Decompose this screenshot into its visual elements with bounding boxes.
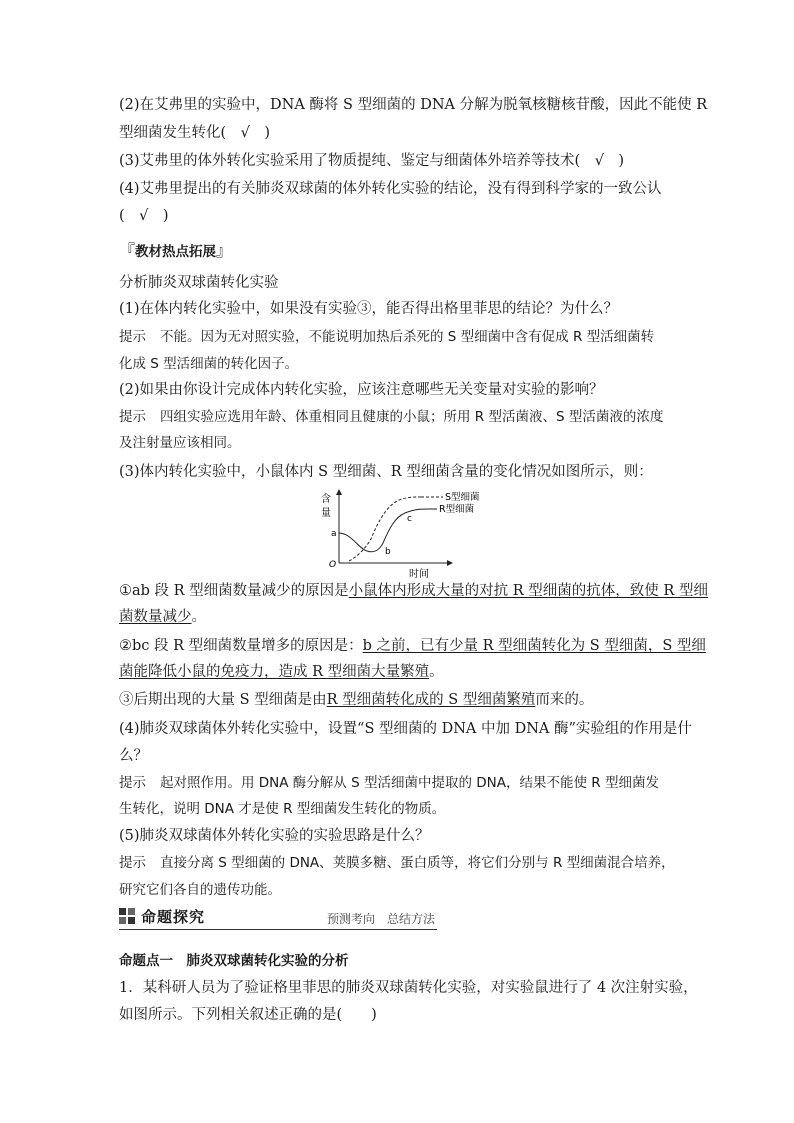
answer-1-text-1: 不能。因为无对照实验，不能说明加热后杀死的 S 型细菌中含有促成 R 型活细菌转 (160, 329, 655, 345)
bacteria-content-figure (309, 487, 609, 579)
finding-2-answer-1: b 之前，已有少量 R 型细菌转化为 S 型细菌，S 型细 (362, 638, 706, 654)
hint-label: 提示 (119, 329, 146, 345)
finding-2-answer-2: 菌能降低小鼠的免疫力，造成 R 型细菌大量繁殖 (119, 664, 430, 680)
question-4-line-1: (4)肺炎双球菌体外转化实验中，设置“S 型细菌的 DNA 中加 DNA 酶”实验组的作用是什 (119, 721, 692, 737)
statement-2-line-2: 型细菌发生转化( √ ) (119, 125, 271, 141)
x-axis-label: 时间 (409, 569, 429, 579)
problem-1-line-1: 1．某科研人员为了验证格里菲思的肺炎双球菌转化实验，对实验鼠进行了 4 次注射实验， (119, 980, 698, 996)
answer-1-line-1 (119, 327, 654, 347)
hint-label: 提示 (119, 409, 146, 425)
statement-4-line-1: (4)艾弗里提出的有关肺炎双球菌的体外转化实验的结论，没有得到科学家的一致公认 (119, 181, 662, 197)
finding-3-prefix: ③后期出现的大量 S 型细菌是由 (119, 692, 327, 708)
answer-2-line-1 (119, 407, 663, 427)
expand-section-title (119, 241, 232, 262)
answer-4-line-2: 生转化，说明 DNA 才是使 R 型细菌发生转化的物质。 (119, 801, 446, 817)
statement-3: (3)艾弗里的体外转化实验采用了物质提纯、鉴定与细菌体外培养等技术( √ ) (119, 153, 625, 169)
question-4-line-2: 么？ (119, 748, 148, 764)
finding-3-answer: R 型细菌转化成的 S 型细菌繁殖 (326, 692, 536, 708)
y-axis-label-1: 含 (321, 494, 331, 505)
problem-heading: 命题点一 肺炎双球菌转化实验的分析 (119, 953, 349, 969)
y-axis-label-2: 量 (321, 508, 331, 519)
y-axis-arrow (336, 489, 342, 495)
point-c-label: c (407, 514, 412, 524)
section-header (119, 905, 437, 930)
question-3: (3)体内转化实验中，小鼠体内 S 型细菌、R 型细菌含量的变化情况如图所示，则： (119, 464, 653, 480)
expand-subtitle: 分析肺炎双球菌转化实验 (119, 275, 279, 291)
finding-1-line-2 (119, 607, 206, 627)
finding-1-prefix: ①ab 段 R 型细菌数量减少的原因是 (119, 583, 349, 599)
legend-s-label: S型细菌 (445, 492, 480, 503)
left-bracket: 『 (119, 241, 136, 260)
finding-2-line-2 (119, 662, 444, 682)
finding-1-line-1 (119, 581, 708, 601)
finding-2-prefix: ②bc 段 R 型细菌数量增多的原因是： (119, 638, 363, 654)
r-bacteria-curve (339, 509, 429, 552)
expand-title-text: 教材热点拓展 (135, 244, 217, 260)
statement-2-line-1: (2)在艾弗里的实验中，DNA 酶将 S 型细菌的 DNA 分解为脱氧核糖核苷酸，因此不能使 R (119, 97, 708, 113)
answer-4-line-1 (119, 773, 659, 793)
origin-label: O (329, 560, 337, 570)
section-subtitle: 预测考向 总结方法 (327, 912, 436, 926)
answer-5-line-2: 研究它们各自的遗传功能。 (119, 882, 281, 898)
finding-1-end: 。 (191, 609, 206, 625)
finding-1-answer-1: 小鼠体内形成大量的对抗 R 型细菌的抗体，致使 R 型细 (348, 583, 708, 599)
legend-r-label: R型细菌 (439, 504, 475, 515)
finding-3-end: 而来的。 (535, 692, 594, 708)
x-axis-arrow (447, 560, 453, 566)
section-title: 命题探究 (141, 908, 206, 926)
question-1: (1)在体内转化实验中，如果没有实验③，能否得出格里菲思的结论？为什么？ (119, 301, 619, 317)
section-block-icon (119, 908, 135, 924)
finding-1-answer-2: 菌数量减少 (119, 609, 192, 625)
statement-4-line-2: ( √ ) (119, 208, 169, 224)
answer-5-text-1: 直接分离 S 型细菌的 DNA、荚膜多糖、蛋白质等，将它们分别与 R 型细菌混合培养， (160, 855, 675, 871)
answer-2-line-2: 及注射量应该相同。 (119, 435, 241, 451)
answer-1-line-2: 化成 S 型活细菌的转化因子。 (119, 356, 299, 372)
point-b-label: b (385, 547, 391, 557)
right-bracket: 』 (216, 241, 233, 260)
answer-4-text-1: 起对照作用。用 DNA 酶分解从 S 型活细菌中提取的 DNA，结果不能使 R 型细菌发 (160, 775, 659, 791)
point-a-label: a (331, 529, 337, 539)
hint-label: 提示 (119, 775, 146, 791)
finding-3 (119, 690, 593, 710)
question-5: (5)肺炎双球菌体外转化实验的实验思路是什么？ (119, 828, 430, 844)
question-2: (2)如果由你设计完成体内转化实验，应该注意哪些无关变量对实验的影响？ (119, 382, 604, 398)
hint-label: 提示 (119, 855, 146, 871)
finding-2-line-1 (119, 636, 706, 656)
finding-2-end: 。 (429, 664, 444, 680)
answer-2-text-1: 四组实验应选用年龄、体重相同且健康的小鼠；所用 R 型活菌液、S 型活菌液的浓度 (160, 409, 664, 425)
answer-5-line-1 (119, 853, 675, 873)
problem-1-line-2: 如图所示。下列相关叙述正确的是( ) (119, 1007, 377, 1023)
